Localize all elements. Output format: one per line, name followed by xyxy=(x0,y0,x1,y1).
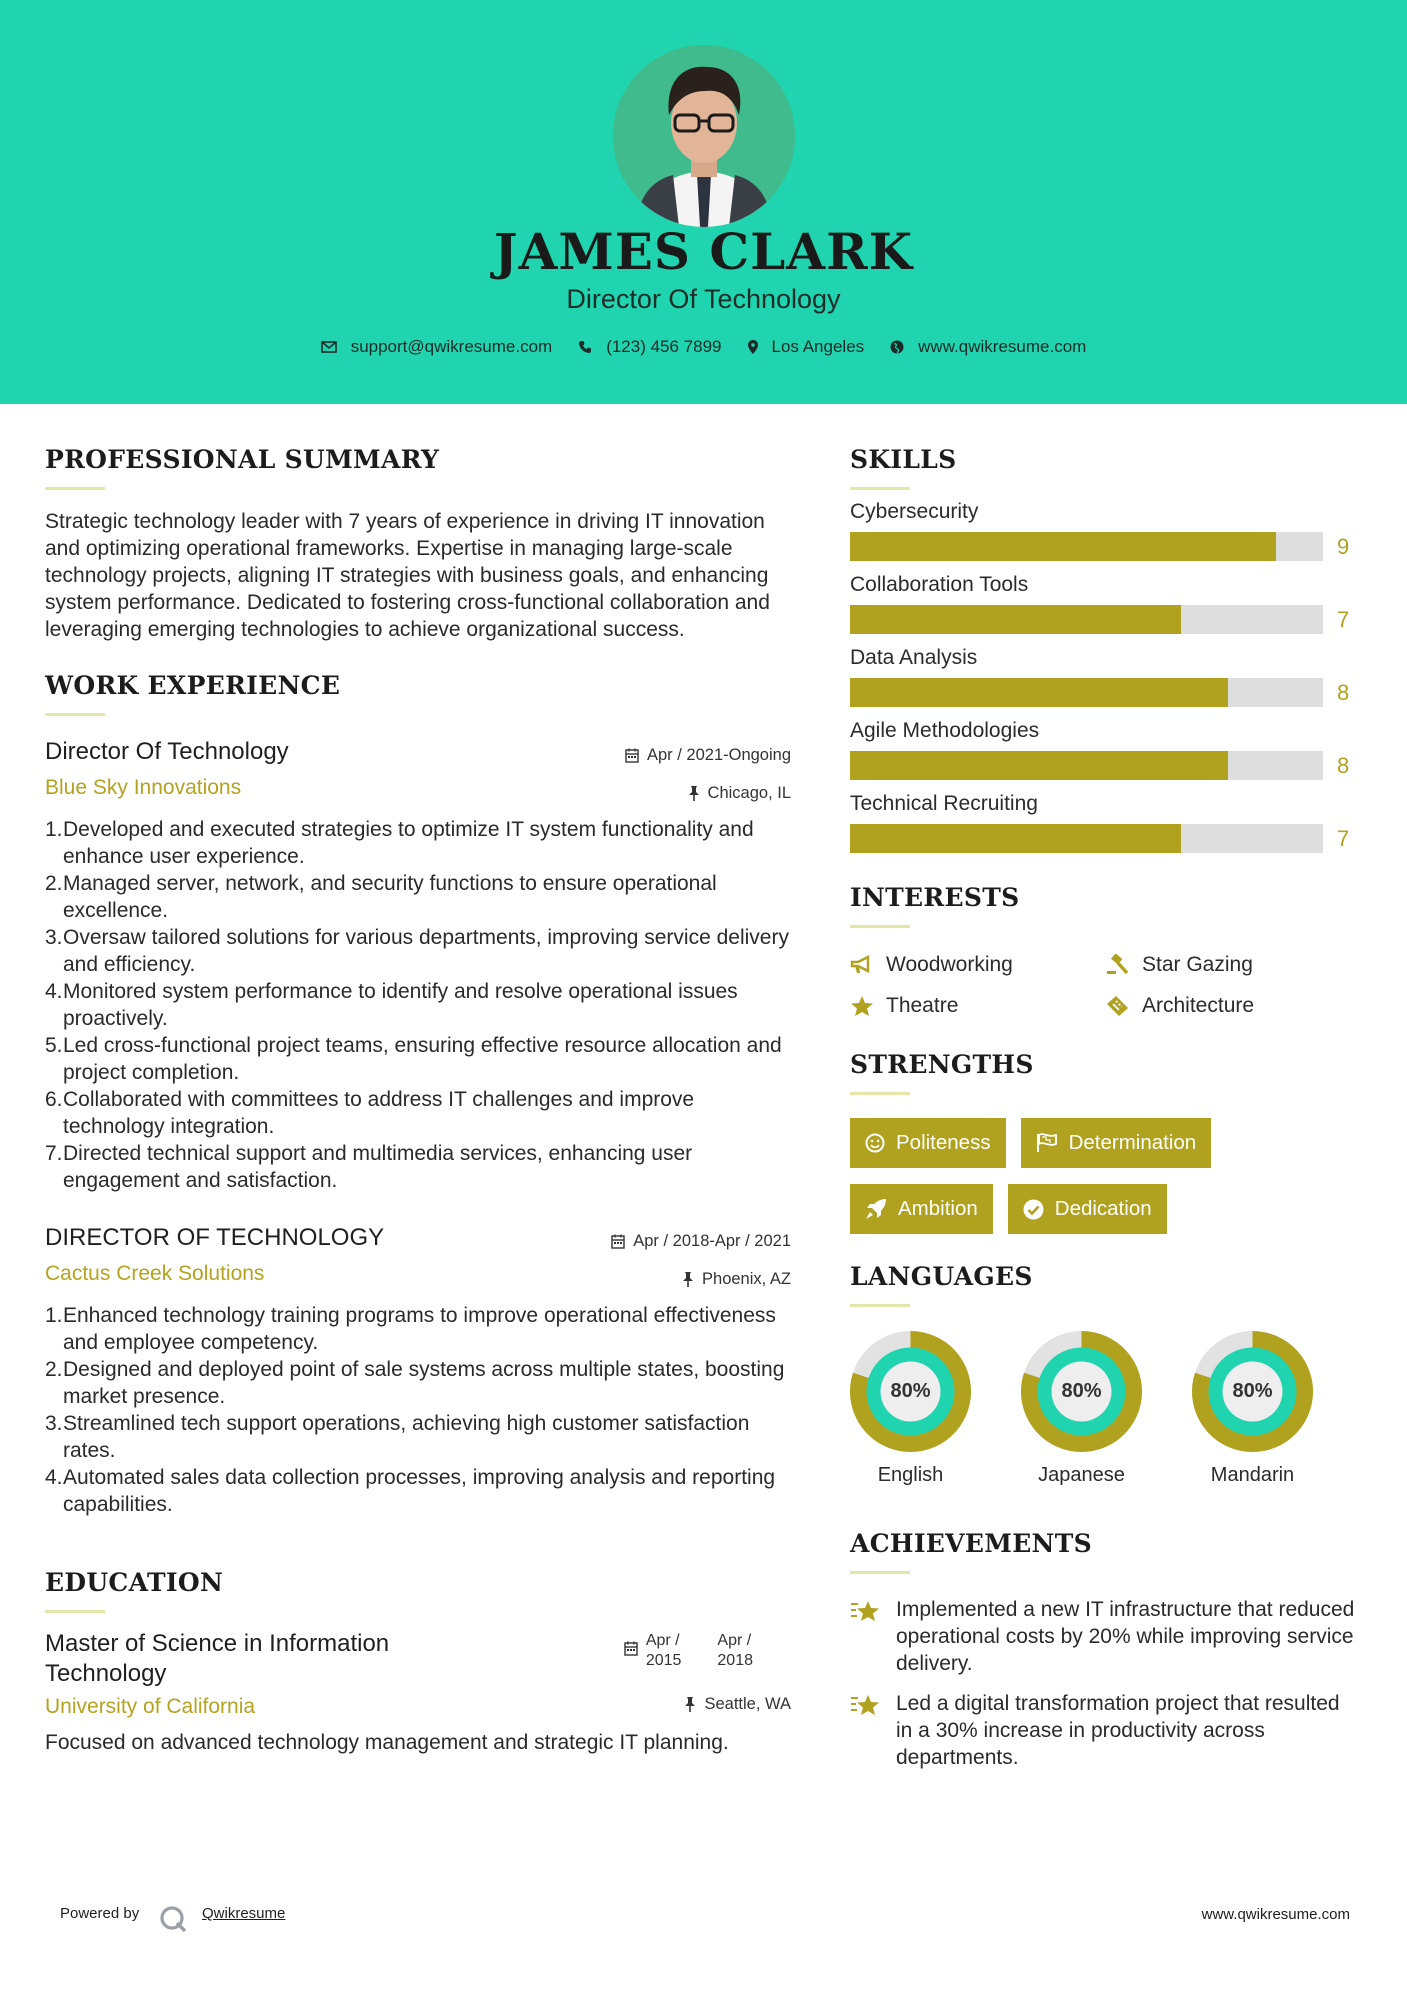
skill-item xyxy=(850,719,1360,780)
skill-bar-fill xyxy=(850,605,1181,634)
star-icon xyxy=(850,995,874,1017)
calendar-icon xyxy=(625,748,639,763)
start-date: Apr / 2015 xyxy=(645,1632,682,1669)
strengths-section xyxy=(850,1050,1360,1250)
language-percent: 80% xyxy=(1232,1380,1273,1402)
candidate-name: JAMES CLARK xyxy=(493,222,914,281)
dates-text: Apr / 2018-Apr / 2021 xyxy=(633,1232,791,1250)
skill-bar-fill xyxy=(850,678,1228,707)
list-item: 2. Designed and deployed point of sale systems across multiple states, boosting market presence. xyxy=(45,1358,785,1408)
skill-score: 7 xyxy=(1337,825,1350,851)
list-item: 6. Collaborated with committees to address IT challenges and improve technology integration. xyxy=(45,1088,695,1138)
strength-label: Determination xyxy=(1068,1131,1197,1154)
list-item: 1. Developed and executed strategies to optimize IT system functionality and enhance user experience. xyxy=(45,818,754,868)
section-title: STRENGTHS xyxy=(850,1050,1034,1079)
task-list xyxy=(45,816,791,1194)
ticket-icon xyxy=(1106,995,1130,1017)
rocket-icon xyxy=(865,1198,887,1220)
section-divider xyxy=(850,487,910,490)
star-badge-icon xyxy=(850,1598,882,1624)
skill-bar-track xyxy=(850,751,1323,780)
section-divider xyxy=(45,713,105,716)
phone-text: (123) 456 7899 xyxy=(606,337,722,356)
calendar-icon xyxy=(624,1641,638,1656)
map-pin-icon xyxy=(748,340,758,354)
language-item xyxy=(1192,1331,1313,1487)
interest-label: Star Gazing xyxy=(1142,953,1253,976)
list-item: 5. Led cross-functional project teams, ensuring effective resource allocation and project completion. xyxy=(45,1034,782,1084)
job-location xyxy=(682,1270,791,1289)
strength-label: Ambition xyxy=(898,1197,978,1220)
envelope-icon xyxy=(321,341,337,353)
interest-item xyxy=(850,953,1106,977)
section-divider xyxy=(45,487,105,490)
languages-list xyxy=(850,1331,1360,1487)
resume-header xyxy=(0,0,1407,404)
achievement-text: Led a digital transformation project that resulted in a 30% increase in productivity across departments. xyxy=(896,1692,1340,1769)
flag-icon xyxy=(1036,1133,1058,1153)
skill-label: Cybersecurity xyxy=(850,500,979,523)
language-name: English xyxy=(877,1464,944,1486)
skill-item xyxy=(850,792,1360,853)
skill-bar-track xyxy=(850,678,1323,707)
language-item xyxy=(850,1331,971,1487)
skill-item xyxy=(850,573,1360,634)
skill-score: 9 xyxy=(1337,533,1350,559)
degree-line: Master of Science in Information xyxy=(45,1630,390,1657)
profile-photo xyxy=(613,45,795,227)
experience-section xyxy=(45,671,791,1518)
section-divider xyxy=(850,925,910,928)
contact-location xyxy=(748,337,865,357)
skill-bar-fill xyxy=(850,824,1181,853)
achievement-item xyxy=(850,1690,1360,1771)
education-entry xyxy=(45,1629,791,1756)
language-ring xyxy=(1192,1331,1313,1452)
summary-section xyxy=(45,445,791,643)
star-badge-icon xyxy=(850,1692,882,1718)
strength-tag xyxy=(850,1118,1006,1168)
interests-section xyxy=(850,883,1360,1018)
contact-website[interactable] xyxy=(890,337,1086,357)
skill-score: 7 xyxy=(1337,606,1350,632)
section-title: PROFESSIONAL SUMMARY xyxy=(45,445,440,474)
skill-bar-row xyxy=(850,751,1360,780)
contact-phone[interactable] xyxy=(578,337,721,357)
language-name: Japanese xyxy=(1038,1464,1125,1486)
left-column xyxy=(45,445,791,1756)
interest-item xyxy=(1106,994,1346,1018)
qwikresume-link[interactable]: Qwikresume xyxy=(202,1905,286,1922)
skill-bar-row xyxy=(850,824,1360,853)
section-title: INTERESTS xyxy=(850,883,1020,912)
task-list xyxy=(45,1302,791,1518)
skill-label: Collaboration Tools xyxy=(850,573,1029,596)
interest-item xyxy=(850,994,1106,1018)
achievements-section xyxy=(850,1529,1360,1771)
contact-email[interactable] xyxy=(321,337,553,357)
language-ring xyxy=(850,1331,971,1452)
interest-item xyxy=(1106,953,1346,977)
company-name: Cactus Creek Solutions xyxy=(45,1262,265,1285)
education-description: Focused on advanced technology management and strategic IT planning. xyxy=(45,1731,729,1754)
smile-icon xyxy=(865,1133,885,1153)
job-location xyxy=(688,784,791,803)
interests-grid xyxy=(850,953,1360,1018)
skill-bar-row xyxy=(850,678,1360,707)
job-entry xyxy=(45,738,791,1194)
powered-by-label: Powered by xyxy=(60,1905,140,1922)
skills-section xyxy=(850,445,1360,853)
skill-bar-fill xyxy=(850,532,1276,561)
achievement-text: Implemented a new IT infrastructure that reduced operational costs by 20% while improving service delivery. xyxy=(896,1598,1355,1675)
skill-bar-track xyxy=(850,824,1323,853)
page-footer xyxy=(60,1900,1350,1930)
job-dates xyxy=(611,1232,791,1251)
location-text: Phoenix, AZ xyxy=(702,1270,791,1288)
section-title: ACHIEVEMENTS xyxy=(850,1529,1092,1558)
strength-label: Politeness xyxy=(896,1131,991,1154)
skill-score: 8 xyxy=(1337,752,1350,778)
job-entry xyxy=(45,1224,791,1518)
skill-bar-track xyxy=(850,532,1323,561)
education-location xyxy=(684,1695,791,1714)
strength-tag xyxy=(850,1184,993,1234)
website-text: www.qwikresume.com xyxy=(918,337,1087,356)
location-text: Seattle, WA xyxy=(704,1695,791,1713)
list-item: 1. Enhanced technology training programs to improve operational effectiveness and employee competency. xyxy=(45,1304,776,1354)
pushpin-icon xyxy=(682,1272,694,1287)
gavel-icon xyxy=(1106,954,1130,976)
location-text: Los Angeles xyxy=(771,337,865,356)
achievement-item xyxy=(850,1596,1360,1677)
skill-bar-row xyxy=(850,605,1360,634)
skills-list xyxy=(850,500,1360,853)
language-ring xyxy=(1021,1331,1142,1452)
strength-label: Dedication xyxy=(1054,1197,1152,1220)
skill-score: 8 xyxy=(1337,679,1350,705)
pushpin-icon xyxy=(688,786,700,801)
list-item: 2. Managed server, network, and security functions to ensure operational excellence. xyxy=(45,872,717,922)
contact-bar xyxy=(0,337,1407,357)
summary-text: Strategic technology leader with 7 years of experience in driving IT innovation and optimizing operational frameworks. Expertise in managing large-scale technology projects, aligning IT strategies with business goals, and enhancing system performance. Dedicated to fostering cross-functional collaboration and leveraging emerging technologies to achieve organizational success. xyxy=(45,510,770,641)
candidate-title: Director Of Technology xyxy=(566,284,841,314)
school-name: University of California xyxy=(45,1695,256,1718)
list-item: 3. Streamlined tech support operations, achieving high customer satisfaction rates. xyxy=(45,1412,750,1462)
language-percent: 80% xyxy=(1061,1380,1102,1402)
skill-bar-row xyxy=(850,532,1360,561)
section-title: LANGUAGES xyxy=(850,1262,1033,1291)
list-item: 3. Oversaw tailored solutions for various departments, improving service delivery and efficiency. xyxy=(45,926,789,976)
phone-icon xyxy=(578,340,592,354)
dates-text: Apr / 2021-Ongoing xyxy=(646,746,791,764)
skill-label: Data Analysis xyxy=(850,646,978,669)
email-text: support@qwikresume.com xyxy=(350,337,553,356)
job-title: Director Of Technology xyxy=(45,738,289,765)
section-title: WORK EXPERIENCE xyxy=(45,671,341,700)
list-item: 7. Directed technical support and multimedia services, enhancing user engagement and satisfaction. xyxy=(45,1142,693,1192)
skill-label: Agile Methodologies xyxy=(850,719,1040,742)
language-item xyxy=(1021,1331,1142,1487)
section-title: SKILLS xyxy=(850,445,957,474)
degree-line: Technology xyxy=(45,1660,167,1687)
interest-label: Woodworking xyxy=(886,953,1013,976)
section-divider xyxy=(850,1092,910,1095)
language-name: Mandarin xyxy=(1210,1464,1295,1486)
calendar-icon xyxy=(611,1234,625,1249)
skill-item xyxy=(850,646,1360,707)
section-divider xyxy=(850,1304,910,1307)
job-dates xyxy=(625,746,791,765)
check-circle-icon xyxy=(1023,1199,1044,1220)
interest-label: Theatre xyxy=(886,994,959,1017)
education-dates xyxy=(624,1631,791,1671)
list-item: 4. Monitored system performance to identify and resolve operational issues proactively. xyxy=(45,980,738,1030)
location-text: Chicago, IL xyxy=(707,784,791,802)
strengths-tags xyxy=(850,1118,1320,1250)
pushpin-icon xyxy=(684,1697,696,1712)
skill-bar-fill xyxy=(850,751,1228,780)
end-date: Apr / 2018 xyxy=(717,1632,753,1669)
right-column xyxy=(850,445,1360,1771)
strength-tag xyxy=(1008,1184,1167,1234)
language-percent: 80% xyxy=(890,1380,931,1402)
qwikresume-logo-icon xyxy=(158,1904,188,1934)
strength-tag xyxy=(1021,1118,1212,1168)
globe-icon xyxy=(890,340,904,354)
section-title: EDUCATION xyxy=(45,1568,224,1597)
section-divider xyxy=(850,1571,910,1574)
languages-section xyxy=(850,1262,1360,1487)
skill-label: Technical Recruiting xyxy=(850,792,1038,815)
company-name: Blue Sky Innovations xyxy=(45,776,242,799)
section-divider xyxy=(45,1610,105,1613)
skill-bar-track xyxy=(850,605,1323,634)
skill-item xyxy=(850,500,1360,561)
footer-website-link[interactable]: www.qwikresume.com xyxy=(1201,1906,1350,1923)
interest-label: Architecture xyxy=(1142,994,1255,1017)
list-item: 4. Automated sales data collection processes, improving analysis and reporting capabilities. xyxy=(45,1466,776,1516)
megaphone-icon xyxy=(850,955,874,975)
job-title: DIRECTOR OF TECHNOLOGY xyxy=(45,1224,385,1251)
education-section xyxy=(45,1568,791,1756)
